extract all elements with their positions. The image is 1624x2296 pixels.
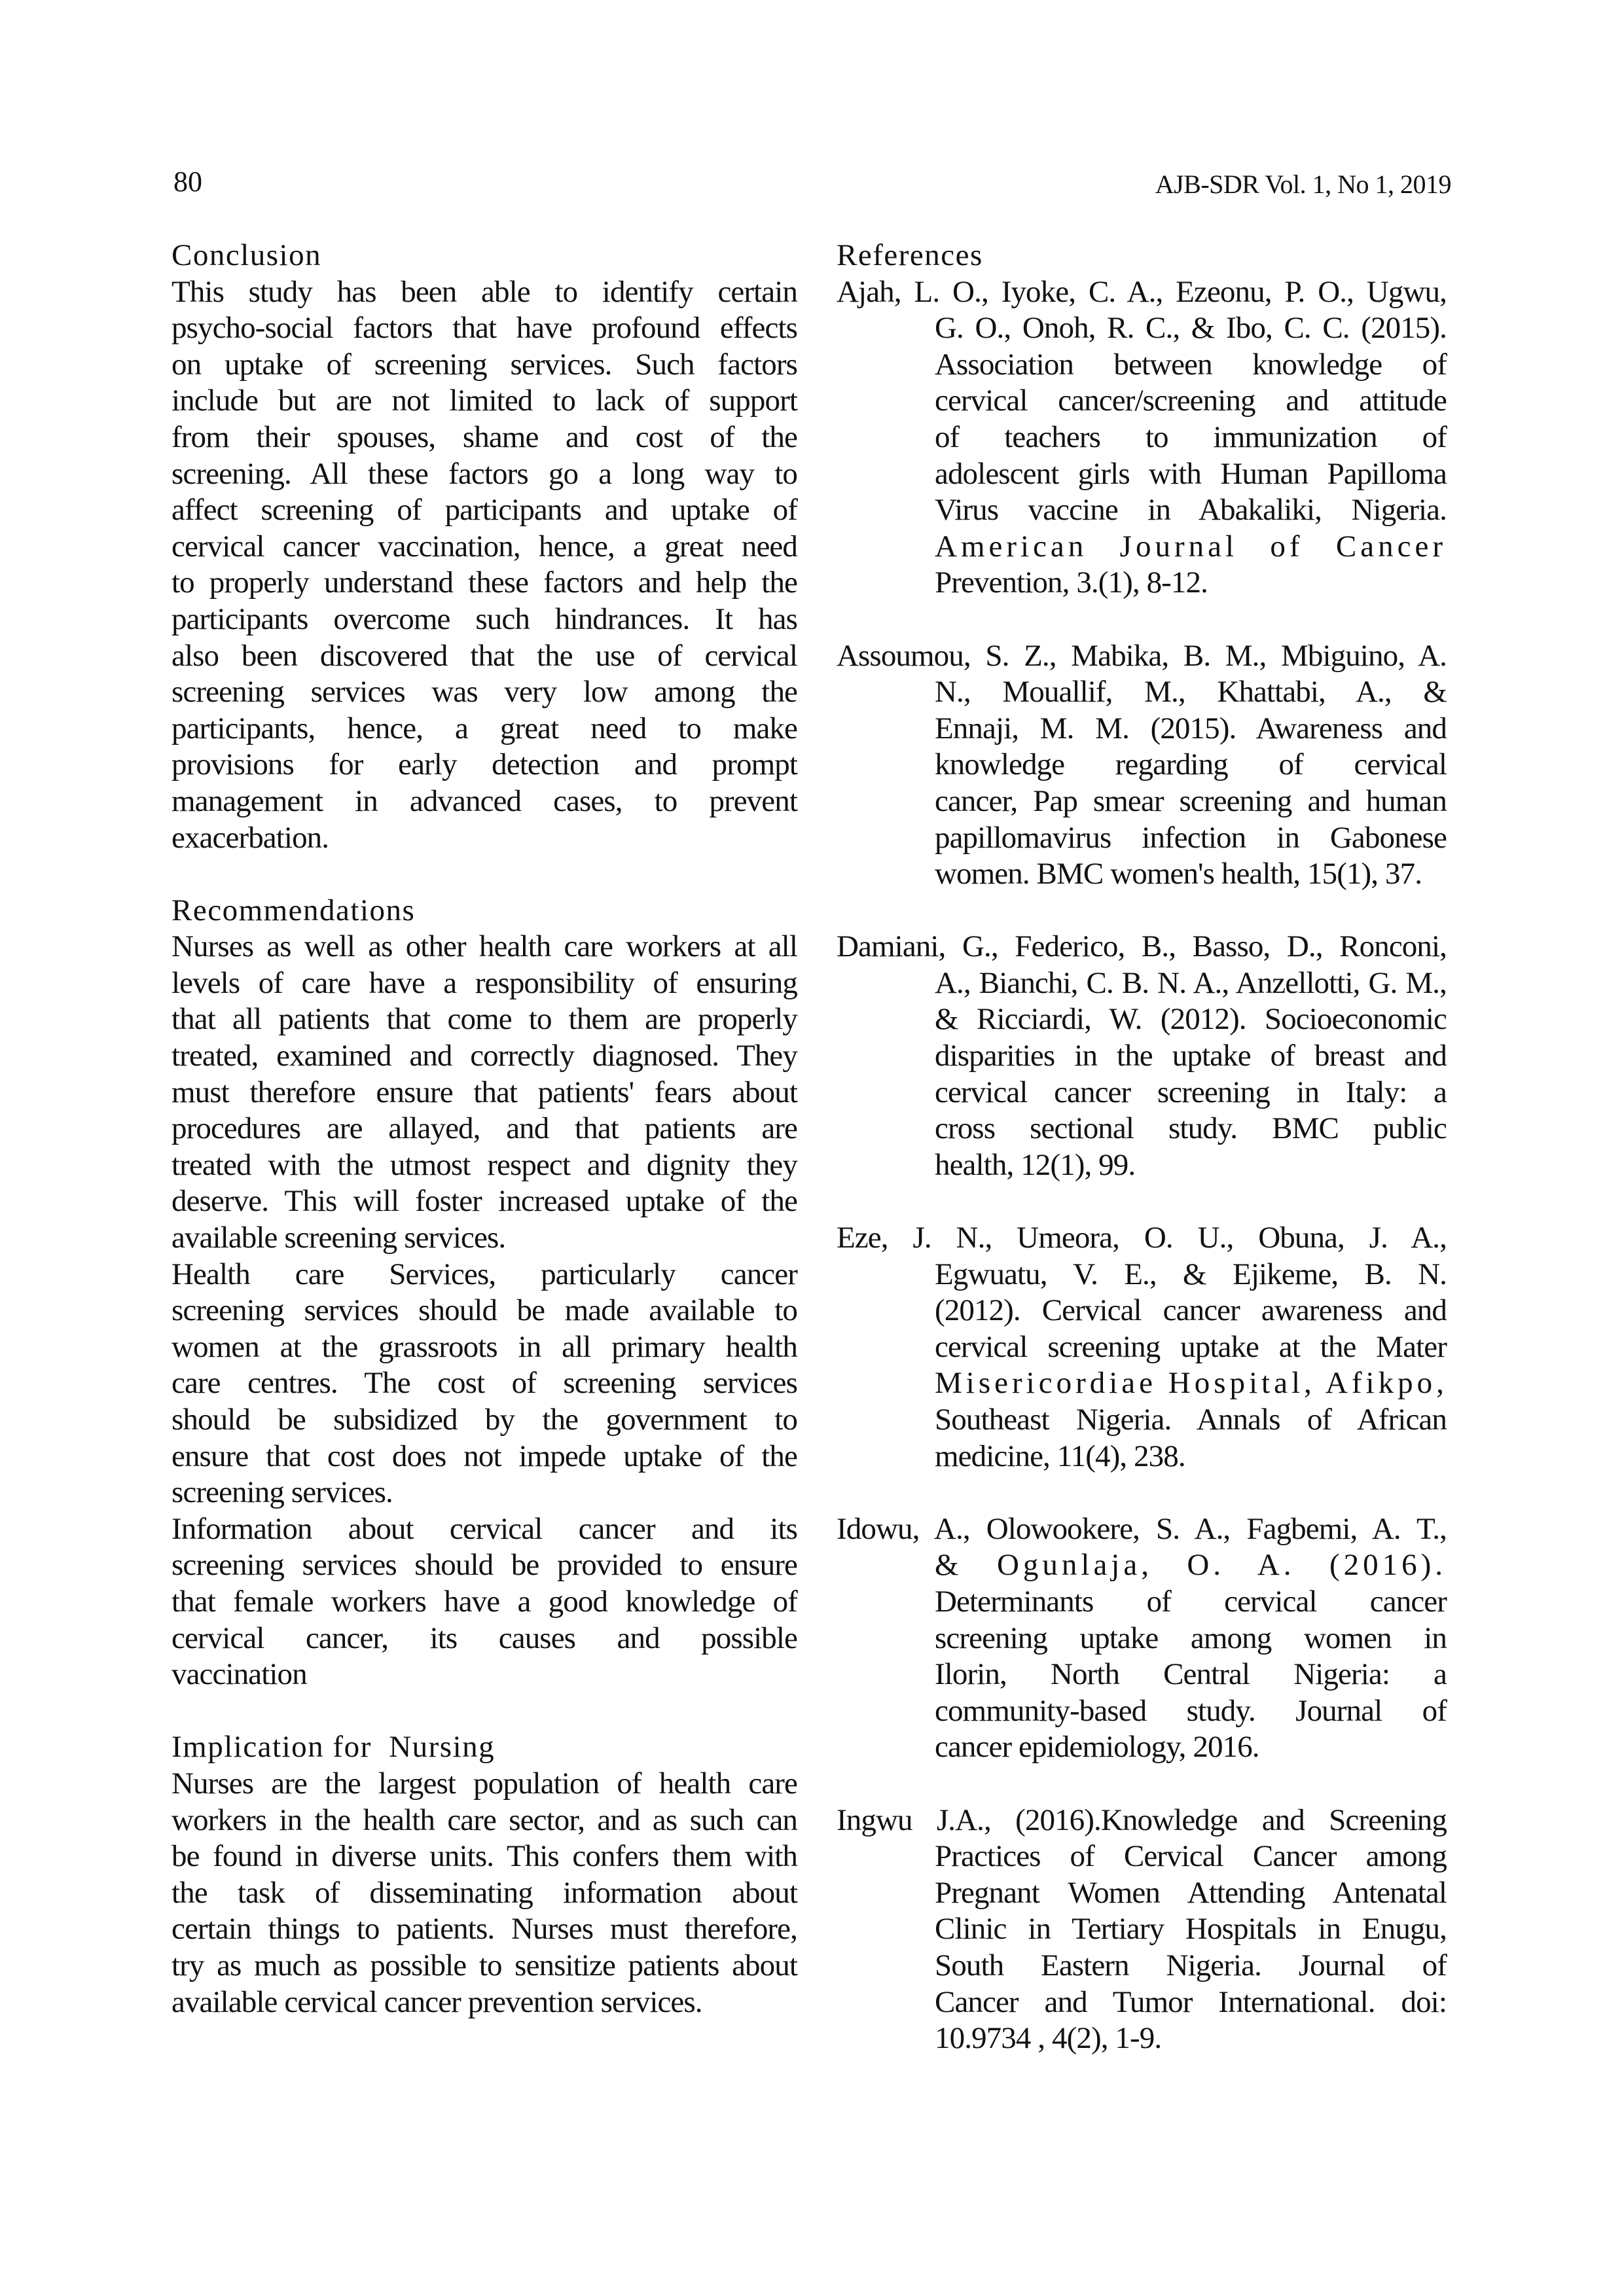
reference-line: N., Mouallif, M., Khattabi, A., & (935, 675, 1447, 709)
implication-paragraph (171, 1766, 797, 2020)
spacer (837, 893, 1447, 929)
reference-line: Association between knowledge of (935, 347, 1447, 382)
reference-line: knowledge regarding of cervical (935, 747, 1447, 782)
text-line: screening services. (171, 1475, 393, 1510)
text-line: treated, examined and correctly diagnosed. They (171, 1039, 797, 1073)
text-line: care centres. The cost of screening services (171, 1366, 797, 1401)
text-line: provisions for early detection and prompt (171, 747, 797, 782)
reference-line: South Eastern Nigeria. Journal of (935, 1948, 1447, 1982)
text-line: must therefore ensure that patients' fears about (171, 1075, 797, 1109)
conclusion-heading: Conclusion (171, 238, 322, 272)
conclusion-section (171, 238, 797, 856)
implication-heading: Implication for Nursing (171, 1730, 496, 1765)
reference-item (837, 638, 1447, 893)
reference-line: Ajah, L. O., Iyoke, C. A., Ezeonu, P. O., Ugwu, (837, 274, 1447, 309)
reference-line: women. BMC women's health, 15(1), 37. (935, 857, 1422, 891)
reference-line: cervical screening uptake at the Mater (935, 1329, 1447, 1364)
reference-line: & Ricciardi, W. (2012). Socioeconomic (935, 1002, 1447, 1037)
reference-line: Assoumou, S. Z., Mabika, B. M., Mbiguino, A. (837, 638, 1447, 673)
spacer (837, 1766, 1447, 1803)
text-line: management in advanced cases, to prevent (171, 783, 797, 818)
text-line: levels of care have a responsibility of ensuring (171, 965, 797, 1000)
text-line: screening services should be made available to (171, 1293, 797, 1328)
implication-section (171, 1729, 797, 2020)
reference-line: cross sectional study. BMC public (935, 1111, 1447, 1146)
reference-line: cervical cancer/screening and attitude (935, 384, 1447, 418)
reference-line: Prevention, 3.(1), 8-12. (935, 565, 1208, 600)
reference-line: Cancer and Tumor International. doi: (935, 1984, 1447, 2019)
reference-line: Southeast Nigeria. Annals of African (935, 1403, 1447, 1437)
reference-line: cervical cancer screening in Italy: a (935, 1075, 1447, 1109)
text-line: also been discovered that the use of cervical (171, 638, 797, 673)
text-line: available screening services. (171, 1221, 506, 1255)
text-line: from their spouses, shame and cost of the (171, 420, 797, 454)
reference-line: Egwuatu, V. E., & Ejikeme, B. N. (935, 1257, 1447, 1291)
references-heading: References (837, 238, 983, 272)
reference-line: (2012). Cervical cancer awareness and (935, 1293, 1447, 1328)
reference-item (837, 1220, 1447, 1475)
text-line: be found in diverse units. This confers them with (171, 1839, 797, 1874)
right-column (837, 238, 1447, 2057)
text-line: screening. All these factors go a long way to (171, 456, 797, 491)
reference-line: Ennaji, M. M. (2015). Awareness and (935, 711, 1447, 745)
reference-line: Eze, J. N., Umeora, O. U., Obuna, J. A., (837, 1221, 1447, 1255)
reference-line: Ilorin, North Central Nigeria: a (935, 1657, 1447, 1692)
text-line: exacerbation. (171, 820, 329, 855)
reference-line: A., Bianchi, C. B. N. A., Anzellotti, G. M., (935, 965, 1447, 1000)
text-line: deserve. This will foster increased uptake of the (171, 1184, 797, 1219)
text-line: screening services was very low among the (171, 675, 797, 709)
text-line: This study has been able to identify certain (171, 274, 797, 309)
reference-line: medicine, 11(4), 238. (935, 1439, 1185, 1473)
reference-line: Idowu, A., Olowookere, S. A., Fagbemi, A. T., (837, 1511, 1447, 1546)
reference-line: cancer, Pap smear screening and human (935, 783, 1447, 818)
reference-item (837, 929, 1447, 1183)
text-line: workers in the health care sector, and as such can (171, 1803, 797, 1837)
text-line: try as much as possible to sensitize patients about (171, 1948, 797, 1982)
reference-item (837, 1511, 1447, 1766)
recommendations-paragraph-1 (171, 929, 797, 1256)
spacer (837, 601, 1447, 638)
reference-line: papillomavirus infection in Gabonese (935, 820, 1447, 855)
reference-item (837, 274, 1447, 601)
reference-line: Pregnant Women Attending Antenatal (935, 1875, 1447, 1910)
text-line: cervical cancer, its causes and possible (171, 1621, 797, 1655)
text-line: Nurses are the largest population of health care (171, 1766, 797, 1801)
spacer (837, 1475, 1447, 1511)
text-line: ensure that cost does not impede uptake of the (171, 1439, 797, 1473)
reference-line: disparities in the uptake of breast and (935, 1039, 1447, 1073)
recommendations-heading: Recommendations (171, 893, 416, 927)
reference-line: cancer epidemiology, 2016. (935, 1730, 1259, 1765)
spacer (171, 856, 797, 893)
text-line: that female workers have a good knowledge of (171, 1584, 797, 1619)
reference-line: Ingwu J.A., (2016).Knowledge and Screening (837, 1803, 1447, 1837)
reference-line: health, 12(1), 99. (935, 1147, 1136, 1182)
recommendations-paragraph-3 (171, 1511, 797, 1693)
text-line: the task of disseminating information about (171, 1875, 797, 1910)
reference-line: screening uptake among women in (935, 1621, 1447, 1655)
text-line: vaccination (171, 1657, 307, 1692)
text-line: psycho-social factors that have profound effects (171, 311, 797, 346)
text-line: should be subsidized by the government to (171, 1403, 797, 1437)
left-column (171, 238, 797, 2020)
conclusion-paragraph (171, 274, 797, 857)
reference-item (837, 1803, 1447, 2057)
reference-line: American Journal of Cancer (935, 529, 1447, 564)
text-line: women at the grassroots in all primary health (171, 1329, 797, 1364)
recommendations-paragraph-2 (171, 1257, 797, 1511)
text-line: Health care Services, particularly cancer (171, 1257, 797, 1291)
spacer (171, 1693, 797, 1730)
text-line: that all patients that come to them are properly (171, 1002, 797, 1037)
text-line: available cervical cancer prevention services. (171, 1984, 702, 2019)
page-number: 80 (173, 166, 202, 198)
text-line: to properly understand these factors and help the (171, 565, 797, 600)
text-line: participants, hence, a great need to make (171, 711, 797, 745)
text-line: on uptake of screening services. Such factors (171, 347, 797, 382)
text-line: procedures are allayed, and that patients are (171, 1111, 797, 1146)
reference-line: Practices of Cervical Cancer among (935, 1839, 1447, 1874)
text-line: affect screening of participants and uptake of (171, 493, 797, 528)
running-head: AJB-SDR Vol. 1, No 1, 2019 (1155, 170, 1451, 199)
text-line: Information about cervical cancer and its (171, 1511, 797, 1546)
text-line: cervical cancer vaccination, hence, a great need (171, 529, 797, 564)
reference-line: of teachers to immunization of (935, 420, 1447, 454)
reference-line: G. O., Onoh, R. C., & Ibo, C. C. (2015). (935, 311, 1447, 346)
text-line: include but are not limited to lack of support (171, 384, 797, 418)
reference-line: & Ogunlaja, O. A. (2016). (935, 1548, 1447, 1583)
reference-line: 10.9734 , 4(2), 1-9. (935, 2021, 1162, 2056)
reference-line: community-based study. Journal of (935, 1693, 1447, 1728)
text-line: Nurses as well as other health care workers at all (171, 929, 797, 964)
text-line: participants overcome such hindrances. It has (171, 601, 797, 636)
text-line: certain things to patients. Nurses must therefore, (171, 1912, 797, 1946)
text-line: screening services should be provided to ensure (171, 1548, 797, 1583)
reference-line: Clinic in Tertiary Hospitals in Enugu, (935, 1912, 1447, 1946)
reference-line: Misericordiae Hospital, Afikpo, (935, 1366, 1448, 1401)
reference-line: adolescent girls with Human Papilloma (935, 456, 1447, 491)
reference-line: Virus vaccine in Abakaliki, Nigeria. (935, 493, 1447, 528)
text-line: treated with the utmost respect and dignity they (171, 1147, 797, 1182)
spacer (837, 1183, 1447, 1220)
reference-line: Determinants of cervical cancer (935, 1584, 1447, 1619)
recommendations-section (171, 893, 797, 1693)
reference-line: Damiani, G., Federico, B., Basso, D., Ronconi, (837, 929, 1447, 964)
